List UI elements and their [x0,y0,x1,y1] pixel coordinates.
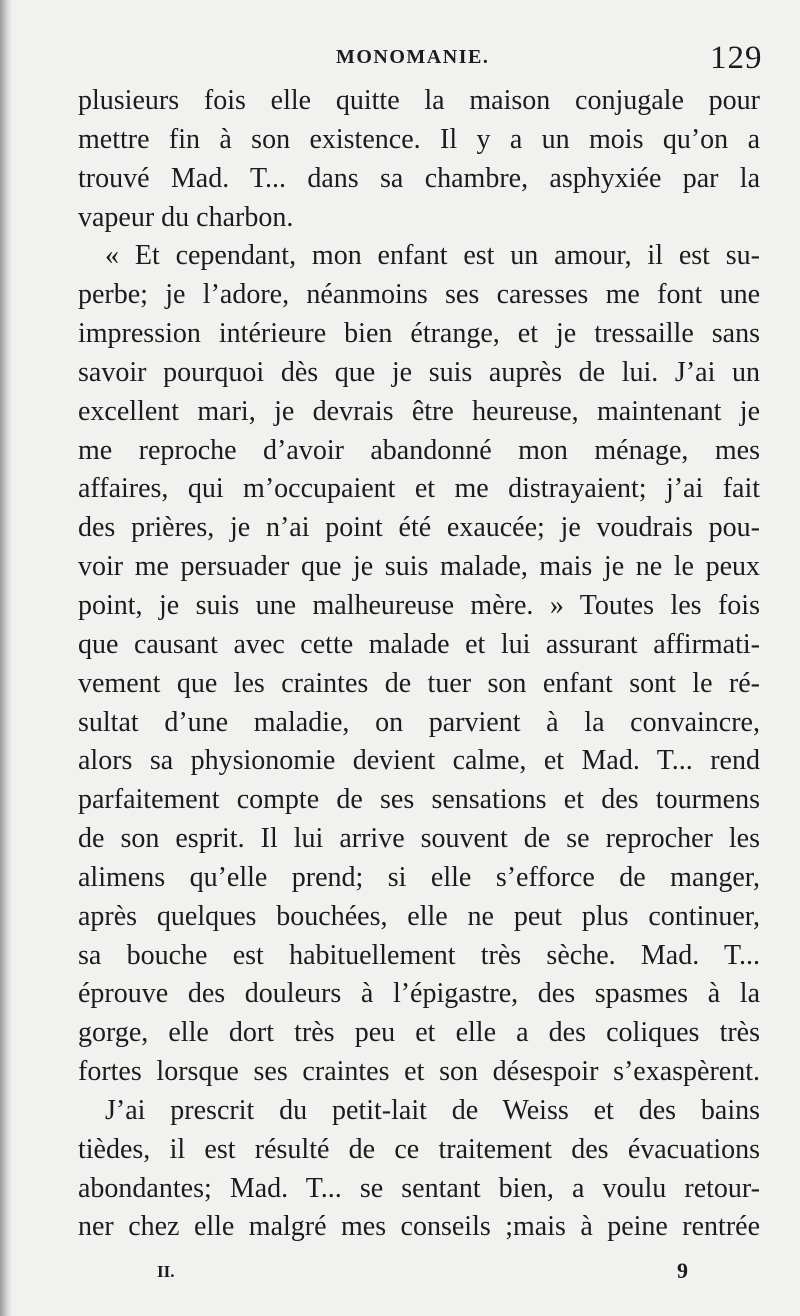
running-head [0,40,800,80]
text-line: des prières, je n’ai point été exaucée; je voudrais pou- [78,512,760,544]
page-footer [0,1258,800,1292]
text-line: savoir pourquoi dès que je suis auprès de lui. J’ai un [78,356,760,388]
text-line: perbe; je l’adore, néanmoins ses caresses me font une [78,279,760,311]
text-line: ner chez elle malgré mes conseils ;mais à peine rentrée [78,1211,760,1243]
text-line: parfaitement compte de ses sensations et des tourmens [78,784,760,816]
text-line: tièdes, il est résulté de ce traitement des évacuations [78,1133,760,1165]
text-line: de son esprit. Il lui arrive souvent de se reprocher les [78,823,760,855]
text-line: alors sa physionomie devient calme, et Mad. T... rend [78,745,760,777]
text-line: vapeur du charbon. [78,201,294,233]
text-line: impression intérieure bien étrange, et je tressaille sans [78,318,760,350]
text-line: que causant avec cette malade et lui assurant affirmati- [78,628,760,660]
text-line: plusieurs fois elle quitte la maison conjugale pour [78,85,760,116]
text-line: voir me persuader que je suis malade, mais je ne le peux [78,551,760,583]
text-line: abondantes; Mad. T... se sentant bien, a voulu retour- [78,1172,760,1204]
page-gutter-shadow [0,0,12,1316]
text-line: me reproche d’avoir abandonné mon ménage, mes [78,434,760,466]
text-line: gorge, elle dort très peu et elle a des coliques très [78,1017,760,1049]
text-line: mettre fin à son existence. Il y a un mois qu’on a [78,123,760,155]
signature-mark: 9 [677,1258,688,1283]
text-line: alimens qu’elle prend; si elle s’efforce de manger, [78,861,760,893]
text-line: affaires, qui m’occupaient et me distrayaient; j’ai fait [78,473,760,505]
text-line: trouvé Mad. T... dans sa chambre, asphyxiée par la [78,162,760,194]
text-line: sa bouche est habituellement très sèche. Mad. T... [78,939,760,971]
text-line: point, je suis une malheureuse mère. » Toutes les fois [78,589,760,621]
running-title: MONOMANIE. [336,46,490,68]
text-line: J’ai prescrit du petit-lait de Weiss et des bains [105,1094,760,1126]
text-line: vement que les craintes de tuer son enfant sont le ré- [78,667,760,699]
text-line: fortes lorsque ses craintes et son désespoir s’exaspèrent. [78,1056,760,1088]
text-line: « Et cependant, mon enfant est un amour, il est su- [105,240,760,272]
page-number: 129 [710,40,763,76]
text-line: sultat d’une maladie, on parvient à la convaincre, [78,706,760,738]
text-line: excellent mari, je devrais être heureuse, maintenant je [78,395,760,427]
text-line: éprouve des douleurs à l’épigastre, des spasmes à la [78,978,760,1010]
text-line: après quelques bouchées, elle ne peut plus continuer, [78,900,760,932]
body-text [78,82,760,1247]
volume-mark: II. [157,1262,175,1281]
